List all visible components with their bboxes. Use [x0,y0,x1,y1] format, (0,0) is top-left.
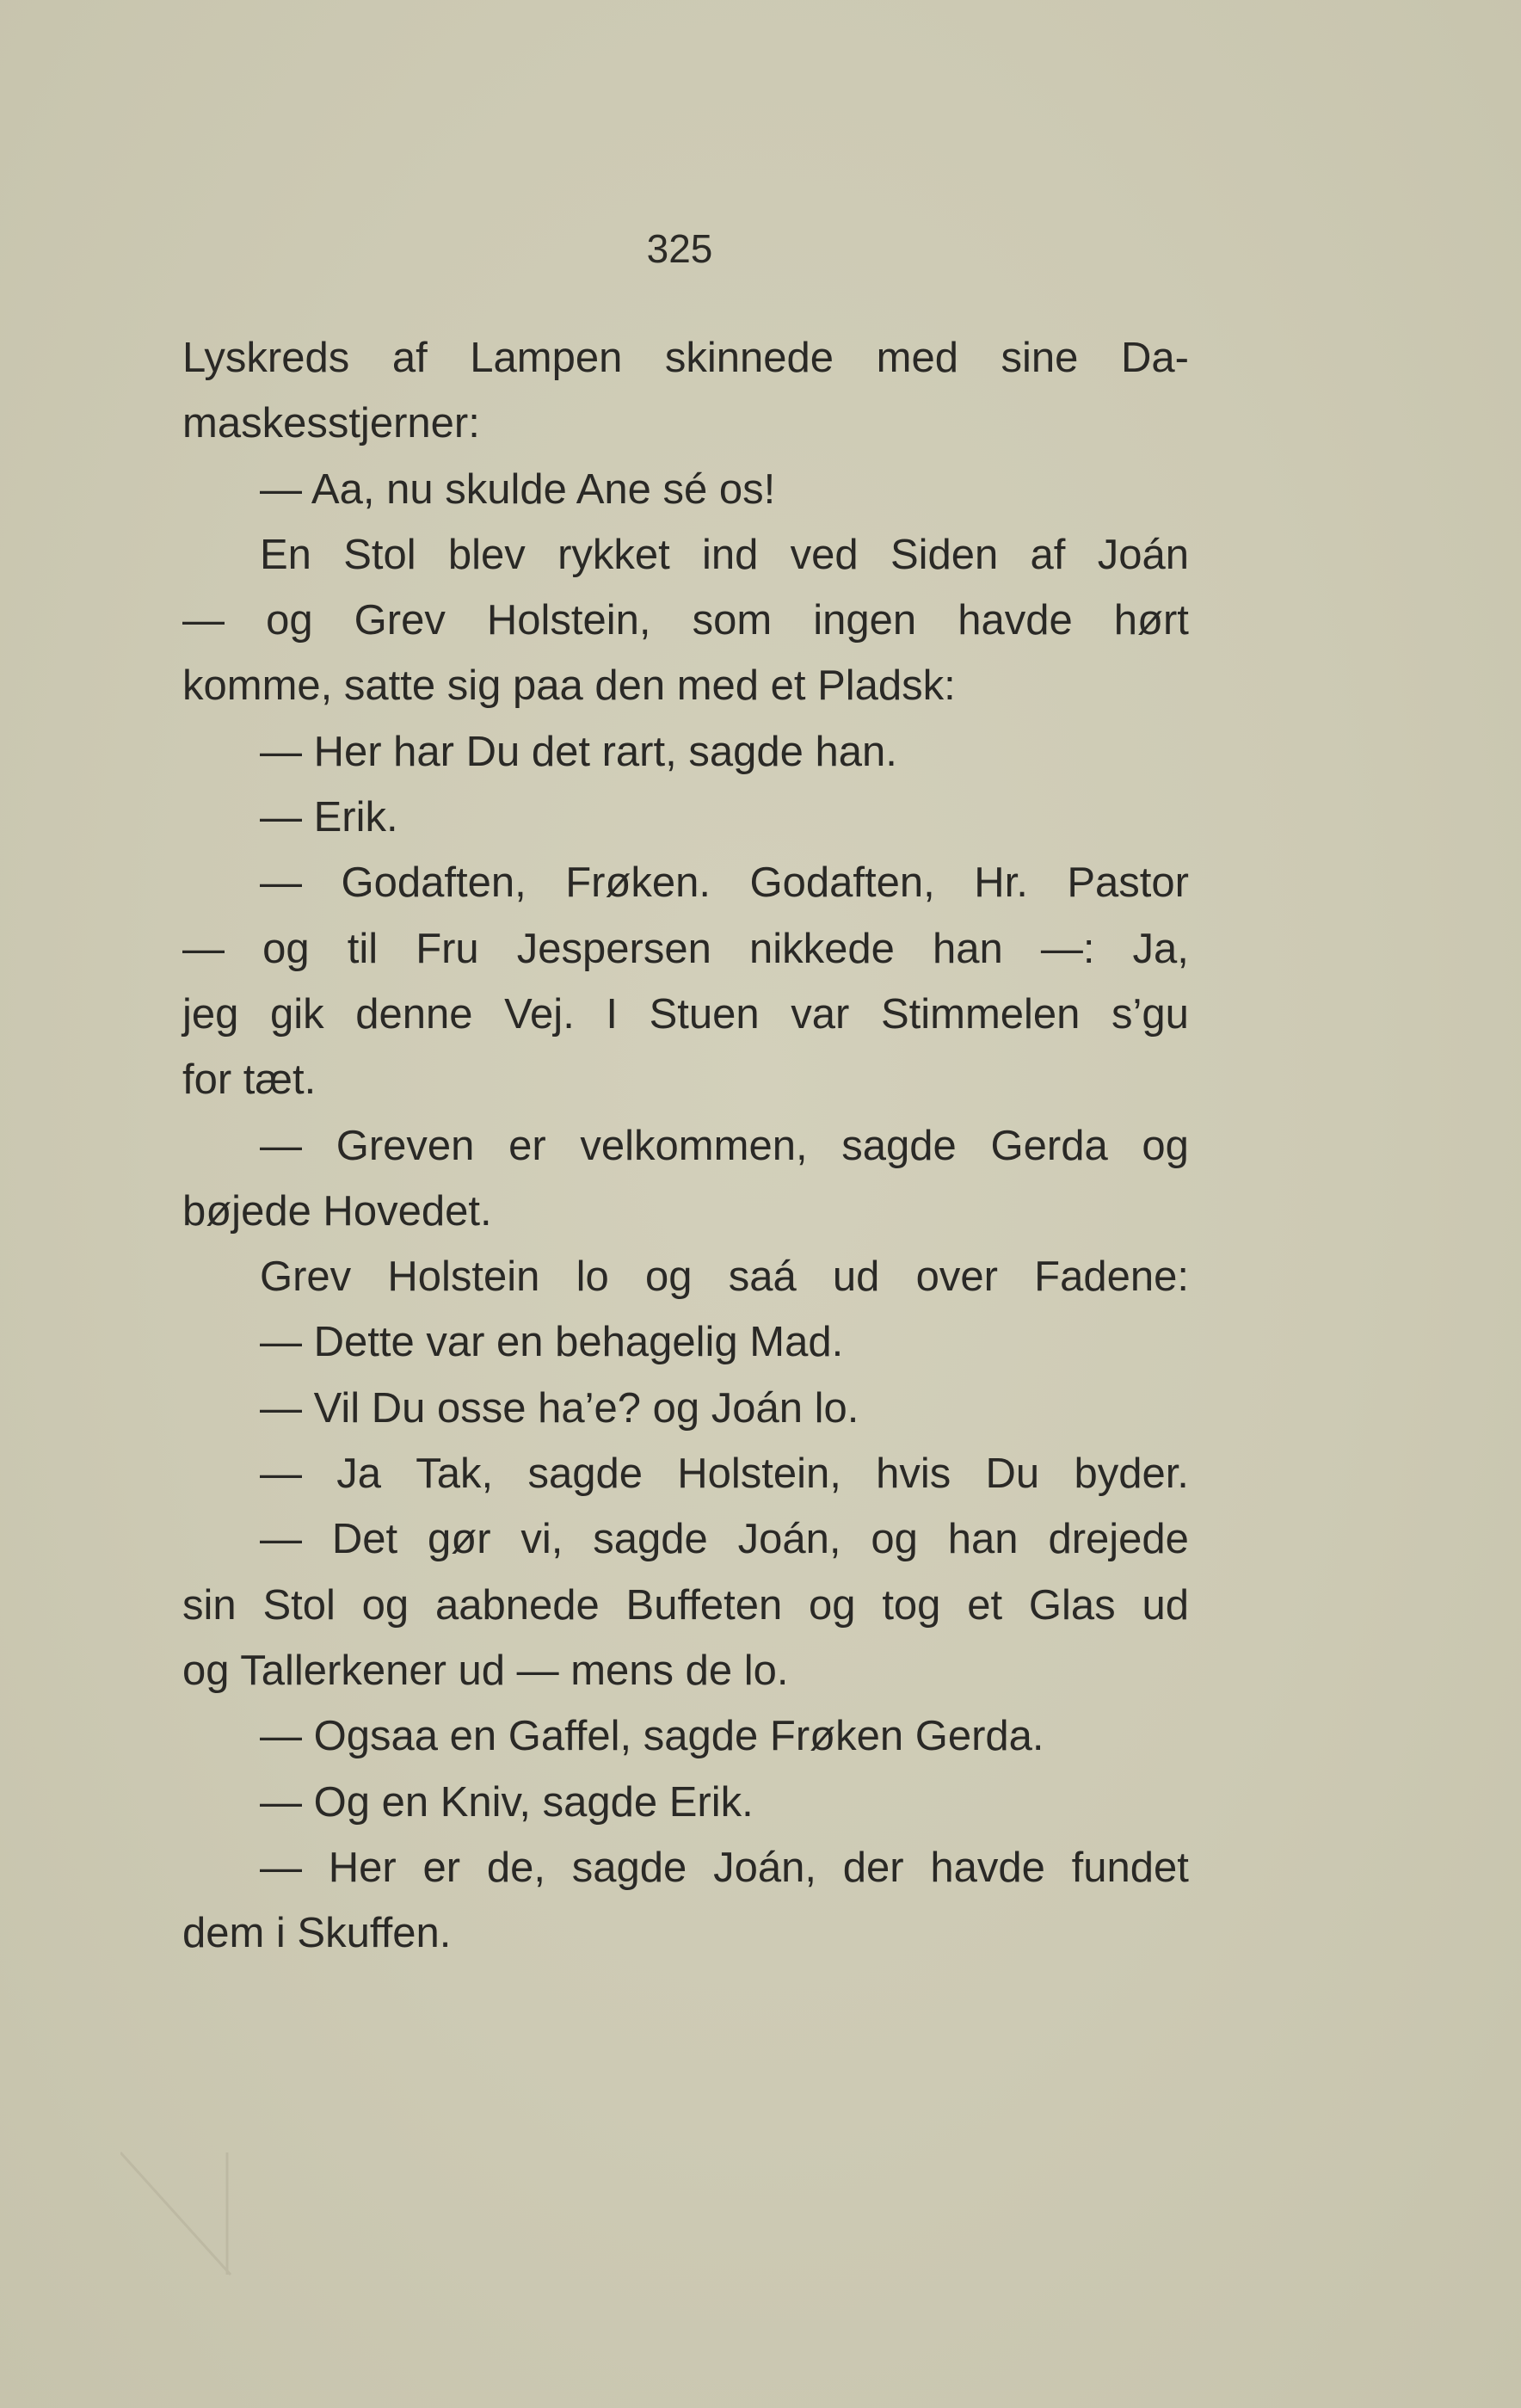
word: Siden [890,531,999,578]
text-line [182,719,1189,785]
word: Godaften, [749,859,935,907]
word: sin [182,1581,237,1629]
word: Ja [336,1450,382,1498]
word: nikkede [748,925,895,972]
word: sagde [841,1122,957,1169]
text-line [182,325,1189,391]
word: ved [790,531,859,578]
line-text: bøjede Hovedet. [182,1187,492,1235]
word: Du [985,1450,1040,1498]
line-text: for tæt. [182,1056,317,1104]
word: Lyskreds [182,335,350,381]
word: — [182,925,225,972]
text-line [182,522,1189,588]
word: Joán, [713,1844,816,1891]
word: — [260,1516,302,1563]
word: Stimmelen [880,990,1081,1038]
word: han [947,1516,1019,1563]
text-line [182,1244,1189,1309]
word: — [260,1450,302,1498]
word: Det [331,1516,398,1563]
word: var [791,990,850,1038]
word: — [260,1844,302,1891]
text-line [182,653,1189,718]
word: drejede [1048,1516,1189,1563]
text-line [182,850,1189,915]
word: vi, [520,1516,563,1563]
word: Her [328,1844,397,1891]
text-line [182,1376,1189,1441]
text-line [182,1573,1189,1638]
word: Da- [1120,335,1189,381]
text-line [182,588,1189,653]
word: — [260,859,302,907]
word: byder. [1074,1450,1189,1498]
word: rykket [557,531,670,578]
page-corner-fold-mark [120,2149,232,2278]
word: skinnede [664,335,834,381]
word: gør [428,1516,491,1563]
word: saá [728,1253,797,1301]
word: over [915,1253,998,1301]
word: sagde [593,1516,708,1563]
word: og [266,597,313,644]
word: sagde [527,1450,643,1498]
word: —: [1040,925,1095,972]
word: lo [576,1253,609,1301]
word: Glas [1028,1581,1116,1629]
word: Joán [1097,531,1189,578]
word: af [1030,531,1066,578]
body-text [182,325,1189,1966]
word: og [809,1581,856,1629]
text-line [182,1179,1189,1244]
text-line [182,457,1189,522]
word: — [260,1122,302,1169]
word: og [644,1253,693,1301]
text-line [182,916,1189,982]
word: Lampen [470,335,623,381]
word: velkommen, [580,1122,808,1169]
word: Grev [260,1253,352,1301]
word: er [508,1122,546,1169]
text-line [182,1309,1189,1375]
text-line [182,1638,1189,1703]
line-text: dem i Skuffen. [182,1910,452,1957]
word: Joán, [737,1516,841,1563]
word: til [347,925,379,972]
line-text: — Vil Du osse ha’e? og Joán lo. [260,1384,859,1432]
text-line [182,982,1189,1047]
word: fundet [1071,1844,1189,1891]
line-text: — Her har Du det rart, sagde han. [260,728,897,775]
text-line [182,1506,1189,1572]
word: Stol [343,531,416,578]
word: er [422,1844,461,1891]
line-text: maskesstjerner: [182,400,480,447]
word: ingen [813,597,917,644]
text-line [182,391,1189,456]
word: sagde [571,1844,687,1891]
word: jeg [182,990,239,1038]
text-line [182,785,1189,850]
word: Greven [336,1122,475,1169]
word: et [967,1581,1003,1629]
word: sine [1001,335,1079,381]
word: Fru [416,925,479,972]
word: havde [930,1844,1045,1891]
line-text: og Tallerkener ud — mens de lo. [182,1647,789,1694]
word: Frøken. [565,859,711,907]
word: Gerda [990,1122,1108,1169]
word: Vej. [504,990,575,1038]
word: ind [702,531,759,578]
line-text: — Og en Kniv, sagde Erik. [260,1778,754,1826]
word: Stuen [649,990,760,1038]
word: Holstein [387,1253,540,1301]
word: og [361,1581,410,1629]
word: med [876,335,958,381]
word: aabnede [434,1581,600,1629]
word: — [182,597,225,644]
word: havde [958,597,1073,644]
word: og [262,925,310,972]
word: denne [355,990,473,1038]
word: og [871,1516,918,1563]
word: hørt [1113,597,1189,644]
word: blev [447,531,526,578]
word: tog [882,1581,941,1629]
word: han [932,925,1003,972]
text-line [182,1770,1189,1835]
line-text: komme, satte sig paa den med et Pladsk: [182,662,956,710]
line-text: — Dette var en behagelig Mad. [260,1319,844,1366]
word: ud [832,1253,880,1301]
text-line [182,1113,1189,1179]
line-text: — Aa, nu skulde Ane sé os! [260,465,776,513]
word: I [606,990,619,1038]
word: som [692,597,773,644]
text-line [182,1835,1189,1900]
word: Fadene: [1034,1253,1189,1301]
word: de, [486,1844,546,1891]
word: ud [1142,1581,1189,1629]
word: Stol [262,1581,336,1629]
word: Pastor [1067,859,1189,907]
word: En [260,531,311,578]
word: s’gu [1112,990,1189,1038]
text-line [182,1441,1189,1506]
text-line [182,1047,1189,1112]
word: hvis [876,1450,951,1498]
page-number: 325 [646,226,713,271]
word: Tak, [416,1450,494,1498]
word: Holstein, [486,597,651,644]
line-text: — Erik. [260,794,398,841]
word: Holstein, [677,1450,841,1498]
word: Hr. [974,859,1028,907]
word: Ja, [1132,925,1189,972]
word: af [391,335,428,381]
line-text: — Ogsaa en Gaffel, sagde Frøken Gerda. [260,1713,1044,1760]
word: der [842,1844,904,1891]
word: Grev [354,597,446,644]
word: Godaften, [341,859,526,907]
word: Jespersen [516,925,711,972]
word: gik [269,990,324,1038]
text-line [182,1900,1189,1966]
word: og [1142,1122,1189,1169]
word: Buffeten [625,1581,783,1629]
text-line [182,1703,1189,1769]
